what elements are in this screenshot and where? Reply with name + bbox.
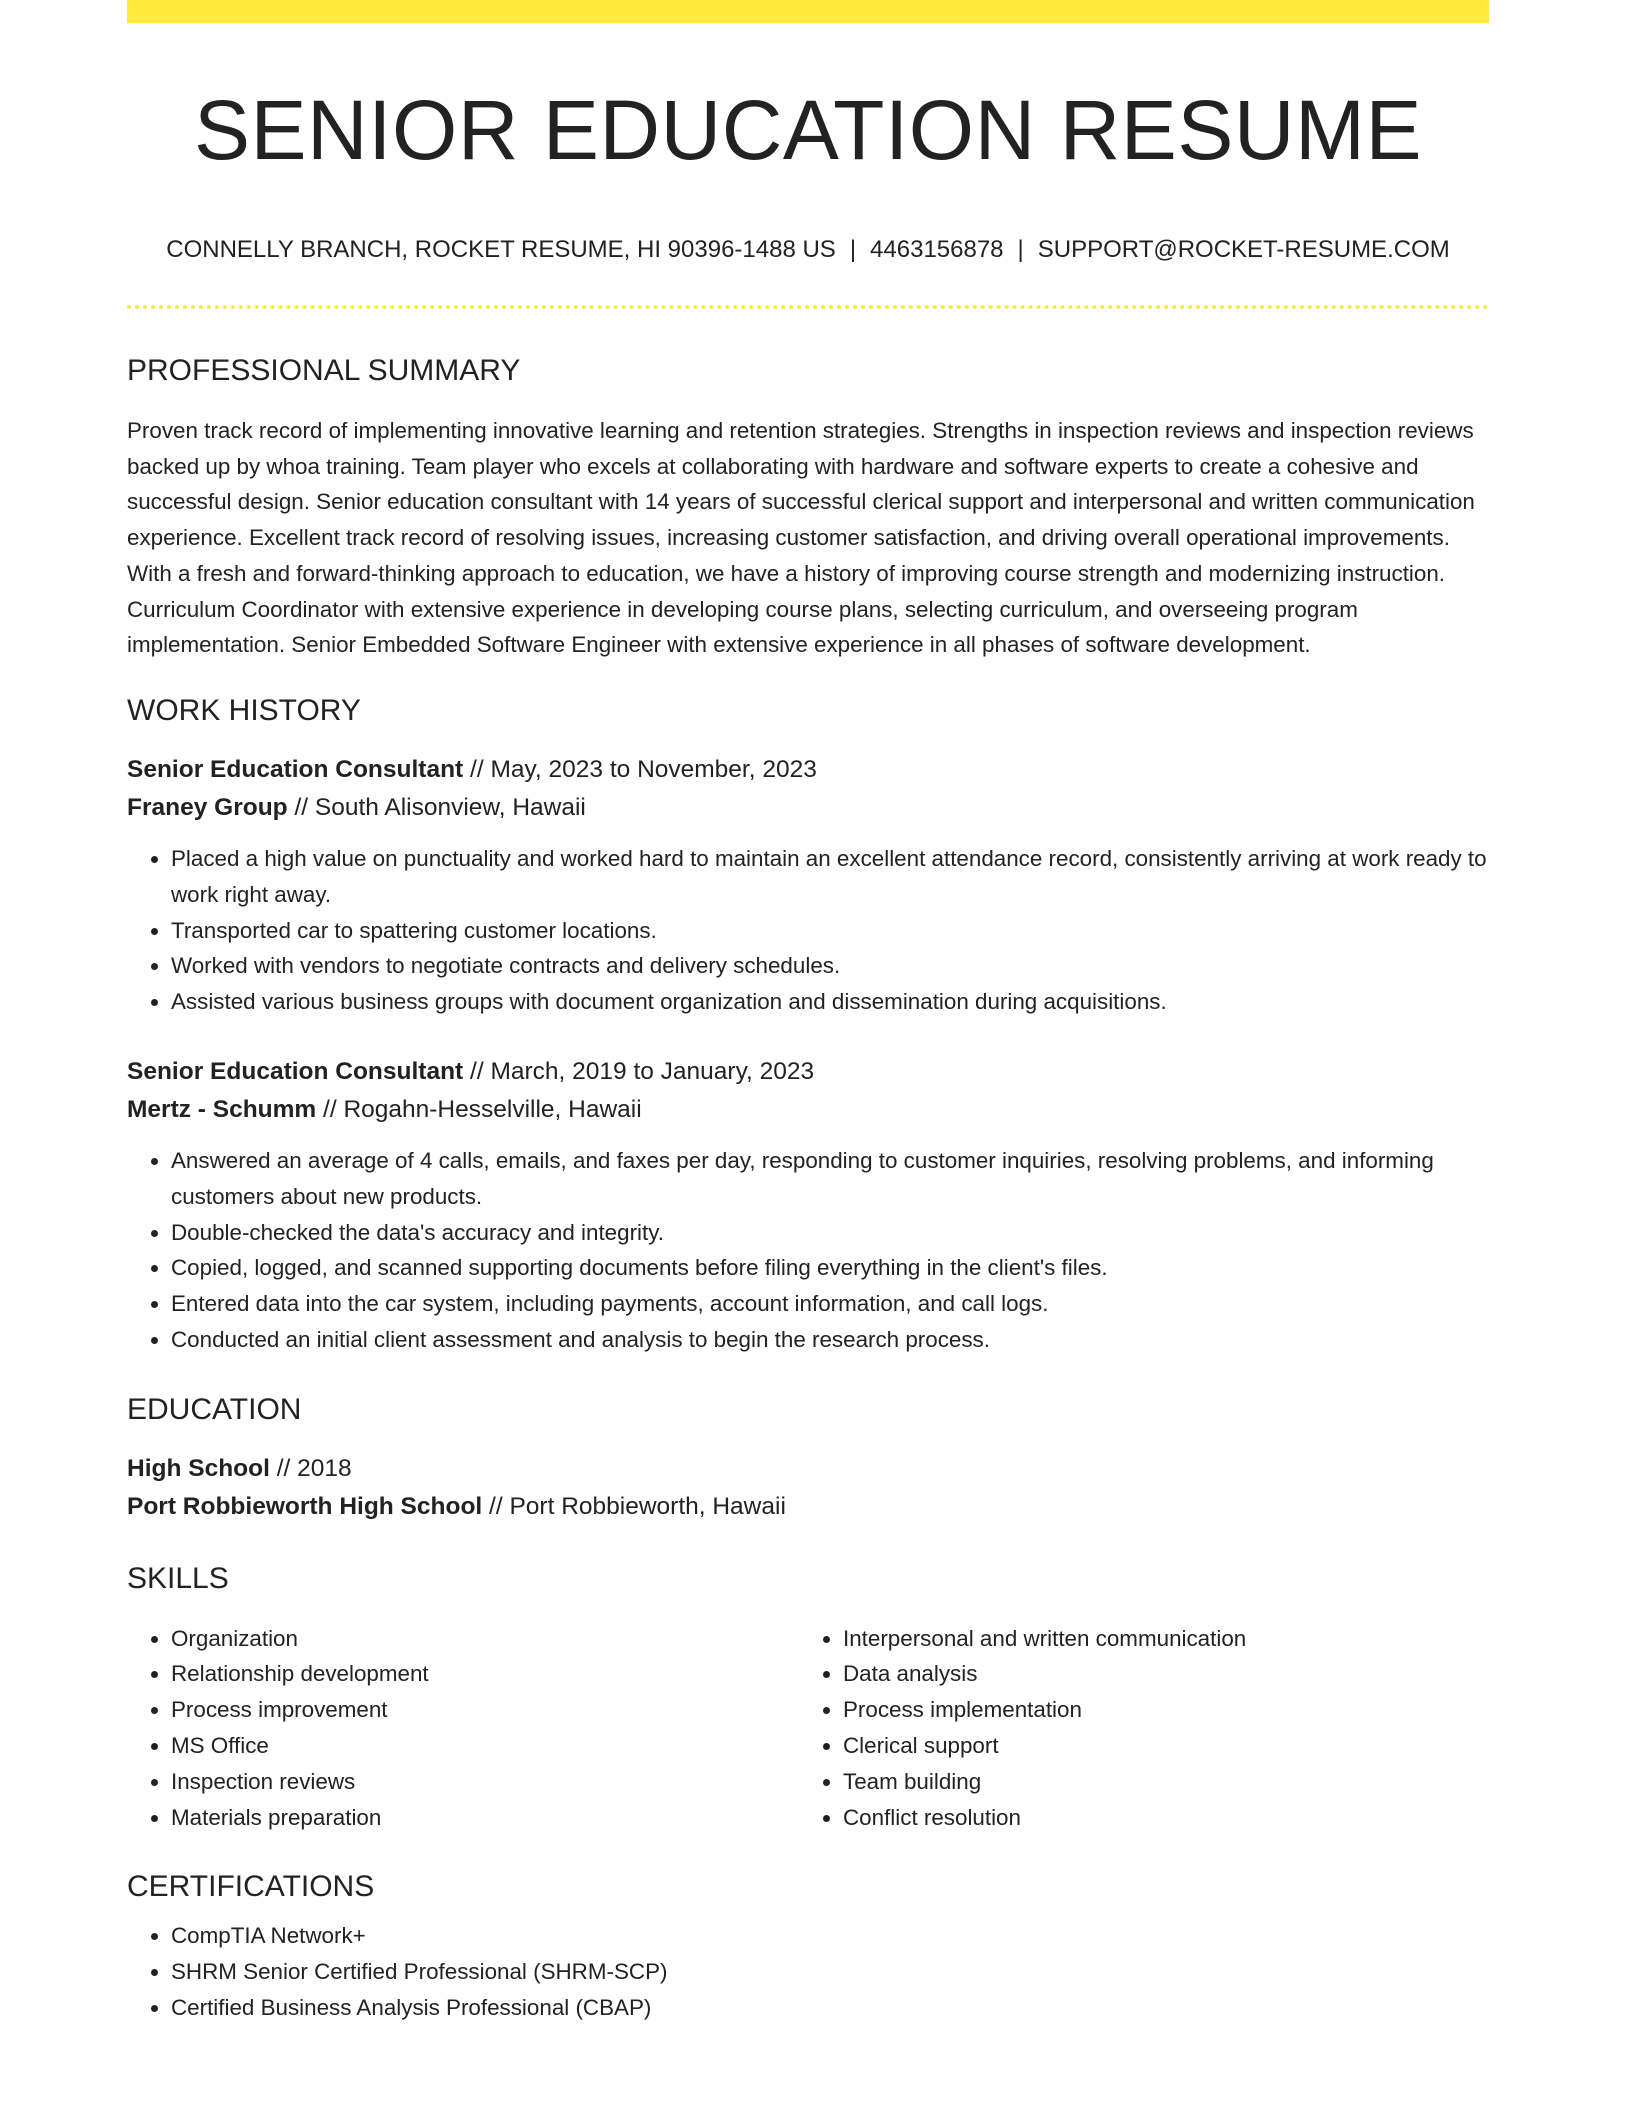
job-company: Mertz - Schumm — [127, 1096, 317, 1124]
skill-item: • Process implementation — [843, 1692, 1471, 1728]
skill-item: • Clerical support — [843, 1728, 1471, 1764]
skill-item: • Process improvement — [171, 1692, 799, 1728]
accent-top-bar — [127, 0, 1489, 23]
job-bullet: • Transported car to spattering customer locations. — [171, 913, 1489, 949]
skill-item: • Interpersonal and written communication — [843, 1621, 1471, 1657]
job-bullet: • Answered an average of 4 calls, emails, and faxes per day, responding to customer inquiries, resolving problems, and informing customers about new products. — [171, 1143, 1489, 1215]
skills-column-left — [127, 1621, 799, 1836]
skills-list — [127, 1621, 1489, 1836]
resume-page — [127, 0, 1489, 2026]
certification-item: • CompTIA Network+ — [171, 1918, 1489, 1954]
skill-item: • Materials preparation — [171, 1800, 799, 1836]
job-bullet: • Placed a high value on punctuality and worked hard to maintain an excellent attendance record, consistently arriving at work ready to work right away. — [171, 841, 1489, 913]
job-title-line — [127, 1053, 1489, 1092]
job-company-line — [127, 1091, 1489, 1130]
job-location: // South Alisonview, Hawaii — [287, 794, 586, 822]
job-company: Franey Group — [127, 794, 288, 822]
contact-email: SUPPORT@ROCKET-RESUME.COM — [1037, 236, 1450, 263]
summary-heading: PROFESSIONAL SUMMARY — [127, 354, 521, 387]
education-degree: High School — [127, 1454, 270, 1482]
contact-separator: | — [849, 236, 857, 263]
job-bullet: • Conducted an initial client assessment and analysis to begin the research process. — [171, 1322, 1489, 1358]
certifications-heading: CERTIFICATIONS — [127, 1870, 375, 1904]
contact-separator: | — [1017, 236, 1024, 263]
job-bullets — [127, 841, 1489, 1020]
contact-line — [127, 235, 1489, 265]
job-entry — [127, 1053, 1489, 1358]
skills-column-right — [799, 1621, 1471, 1836]
job-bullet: • Double-checked the data's accuracy and integrity. — [171, 1215, 1489, 1251]
skills-heading: SKILLS — [127, 1561, 229, 1595]
contact-address: CONNELLY BRANCH, ROCKET RESUME, HI 90396-1488 US — [166, 236, 836, 263]
job-bullet: • Copied, logged, and scanned supporting documents before filing everything in the client's files. — [171, 1250, 1489, 1286]
job-title: Senior Education Consultant — [127, 755, 464, 783]
job-title: Senior Education Consultant — [127, 1057, 464, 1085]
job-dates: // May, 2023 to November, 2023 — [463, 755, 817, 783]
skill-item: • Inspection reviews — [171, 1764, 799, 1800]
skill-item: • Data analysis — [843, 1656, 1471, 1692]
job-title-line — [127, 751, 1489, 790]
education-degree-line — [127, 1450, 1489, 1489]
summary-text: Proven track record of implementing innovative learning and retention strategies. Strengths in inspection reviews and inspection reviews backed up by whoa training. Team player who excels at collaborating with hardware and software experts to create a cohesive and successful design. Senior education consultant with 14 years of successful clerical support and interpersonal and written communication experience. Excellent track record of resolving issues, increasing customer satisfaction, and driving overall operational improvements. With a fresh and forward-thinking approach to education, we have a history of improving course strength and modernizing instruction. Curriculum Coordinator with extensive experience in developing course plans, selecting curriculum, and overseeing program implementation. Senior Embedded Software Engineer with extensive experience in all phases of software development. — [127, 418, 1475, 658]
education-school-line — [127, 1488, 1489, 1527]
job-bullet: • Assisted various business groups with document organization and dissemination during acquisitions. — [171, 984, 1489, 1020]
education-year: // 2018 — [269, 1454, 352, 1482]
skill-item: • Team building — [843, 1764, 1471, 1800]
job-dates: // March, 2019 to January, 2023 — [463, 1057, 815, 1085]
education-school: Port Robbieworth High School — [127, 1493, 483, 1521]
skill-item: • Relationship development — [171, 1656, 799, 1692]
job-bullet: • Entered data into the car system, including payments, account information, and call logs. — [171, 1286, 1489, 1322]
resume-title: SENIOR EDUCATION RESUME — [193, 83, 1423, 177]
skill-item: • Conflict resolution — [843, 1800, 1471, 1836]
contact-phone: 4463156878 — [870, 236, 1004, 263]
dotted-divider — [127, 305, 1489, 309]
job-company-line — [127, 789, 1489, 828]
education-heading: EDUCATION — [127, 1392, 302, 1426]
work-history-heading: WORK HISTORY — [127, 693, 361, 727]
job-location: // Rogahn-Hesselville, Hawaii — [316, 1096, 642, 1124]
certification-item: • Certified Business Analysis Professional (CBAP) — [171, 1990, 1489, 2026]
certifications-list — [127, 1918, 1489, 2025]
skill-item: • Organization — [171, 1621, 799, 1657]
skill-item: • MS Office — [171, 1728, 799, 1764]
job-entry — [127, 751, 1489, 1020]
education-location: // Port Robbieworth, Hawaii — [482, 1493, 786, 1521]
certification-item: • SHRM Senior Certified Professional (SHRM-SCP) — [171, 1954, 1489, 1990]
job-bullets — [127, 1143, 1489, 1358]
job-bullet: • Worked with vendors to negotiate contracts and delivery schedules. — [171, 948, 1489, 984]
education-entry — [127, 1450, 1489, 1527]
